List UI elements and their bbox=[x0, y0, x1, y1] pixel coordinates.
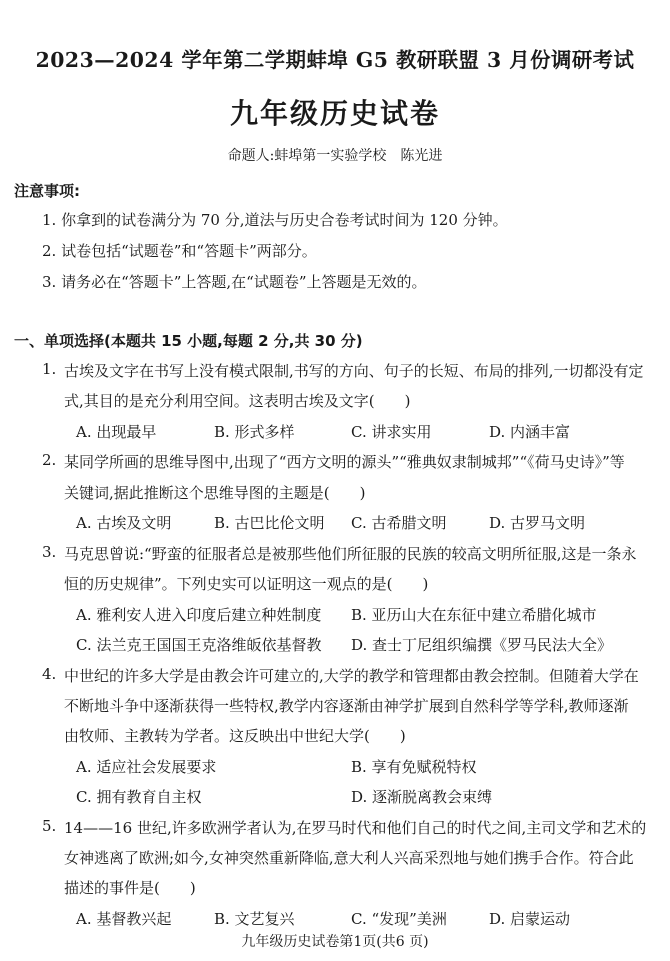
notice-item: 1. 你拿到的试卷满分为 70 分,道法与历史合卷考试时间为 120 分钟。 bbox=[42, 211, 508, 229]
question-text: 恒的历史规律”。下列史实可以证明这一观点的是( ) bbox=[64, 575, 429, 593]
option-c: C. 古希腊文明 bbox=[351, 514, 447, 532]
question-text: 女神逃离了欧洲;如今,女神突然重新降临,意大利人兴高采烈地与她们携手合作。符合此 bbox=[64, 849, 634, 867]
notice-item: 3. 请务必在“答题卡”上答题,在“试题卷”上答题是无效的。 bbox=[42, 273, 427, 291]
option-d: D. 逐渐脱离教会束缚 bbox=[351, 788, 493, 806]
question-number: 4. bbox=[42, 665, 57, 683]
notice-title: 注意事项: bbox=[14, 182, 80, 200]
notice-item: 2. 试卷包括“试题卷”和“答题卡”两部分。 bbox=[42, 242, 317, 260]
option-a: A. 古埃及文明 bbox=[76, 514, 172, 532]
question-number: 1. bbox=[42, 360, 57, 378]
paper-title: 九年级历史试卷 bbox=[229, 97, 440, 130]
option-a: A. 出现最早 bbox=[76, 423, 157, 441]
option-b: B. 文艺复兴 bbox=[214, 910, 295, 928]
question-text: 古埃及文字在书写上没有模式限制,书写的方向、句子的长短、布局的排列,一切都没有定 bbox=[64, 362, 644, 380]
option-d: D. 古罗马文明 bbox=[489, 514, 586, 532]
question-text: 中世纪的许多大学是由教会许可建立的,大学的教学和管理都由教会控制。但随着大学在 bbox=[64, 667, 639, 685]
option-c: C. 法兰克王国国王克洛维皈依基督教 bbox=[76, 636, 322, 654]
option-d: D. 启蒙运动 bbox=[489, 910, 571, 928]
page-footer: 九年级历史试卷第1页(共6 页) bbox=[241, 934, 429, 950]
question-number: 2. bbox=[42, 451, 57, 469]
option-d: D. 内涵丰富 bbox=[489, 423, 571, 441]
question-text: 关键词,据此推断这个思维导图的主题是( ) bbox=[64, 484, 366, 502]
question-number: 3. bbox=[42, 543, 57, 561]
section-title: 一、单项选择(本题共 15 小题,每题 2 分,共 30 分) bbox=[14, 332, 363, 350]
author-line: 命题人:蚌埠第一实验学校 陈光进 bbox=[227, 148, 443, 164]
option-c: C. 讲求实用 bbox=[351, 423, 432, 441]
question-text: 由牧师、主教转为学者。这反映出中世纪大学( ) bbox=[64, 727, 406, 745]
option-a: A. 适应社会发展要求 bbox=[76, 758, 217, 776]
option-c: C. 拥有教育自主权 bbox=[76, 788, 202, 806]
question-text: 式,其目的是充分利用空间。这表明古埃及文字( ) bbox=[64, 392, 411, 410]
question-text: 不断地斗争中逐渐获得一些特权,教学内容逐渐由神学扩展到自然科学等学科,教师逐渐 bbox=[64, 697, 629, 715]
option-b: B. 享有免赋税特权 bbox=[351, 758, 477, 776]
option-a: A. 雅利安人进入印度后建立种姓制度 bbox=[76, 606, 322, 624]
option-b: B. 古巴比伦文明 bbox=[214, 514, 325, 532]
question-text: 描述的事件是( ) bbox=[64, 879, 196, 897]
question-text: 某同学所画的思维导图中,出现了“西方文明的源头”“雅典奴隶制城邦”“《荷马史诗》”等 bbox=[64, 453, 625, 471]
question-text: 14——16 世纪,许多欧洲学者认为,在罗马时代和他们自己的时代之间,主司文学和艺术的 bbox=[64, 819, 647, 837]
option-b: B. 形式多样 bbox=[214, 423, 295, 441]
option-c: C. “发现”美洲 bbox=[351, 910, 447, 928]
option-a: A. 基督教兴起 bbox=[76, 910, 172, 928]
question-number: 5. bbox=[42, 817, 57, 835]
option-d: D. 查士丁尼组织编撰《罗马民法大全》 bbox=[351, 636, 613, 654]
exam-title: 2023—2024 学年第二学期蚌埠 G5 教研联盟 3 月份调研考试 bbox=[35, 48, 635, 72]
question-text: 马克思曾说:“野蛮的征服者总是被那些他们所征服的民族的较高文明所征服,这是一条永 bbox=[64, 545, 637, 563]
option-b: B. 亚历山大在东征中建立希腊化城市 bbox=[351, 606, 597, 624]
